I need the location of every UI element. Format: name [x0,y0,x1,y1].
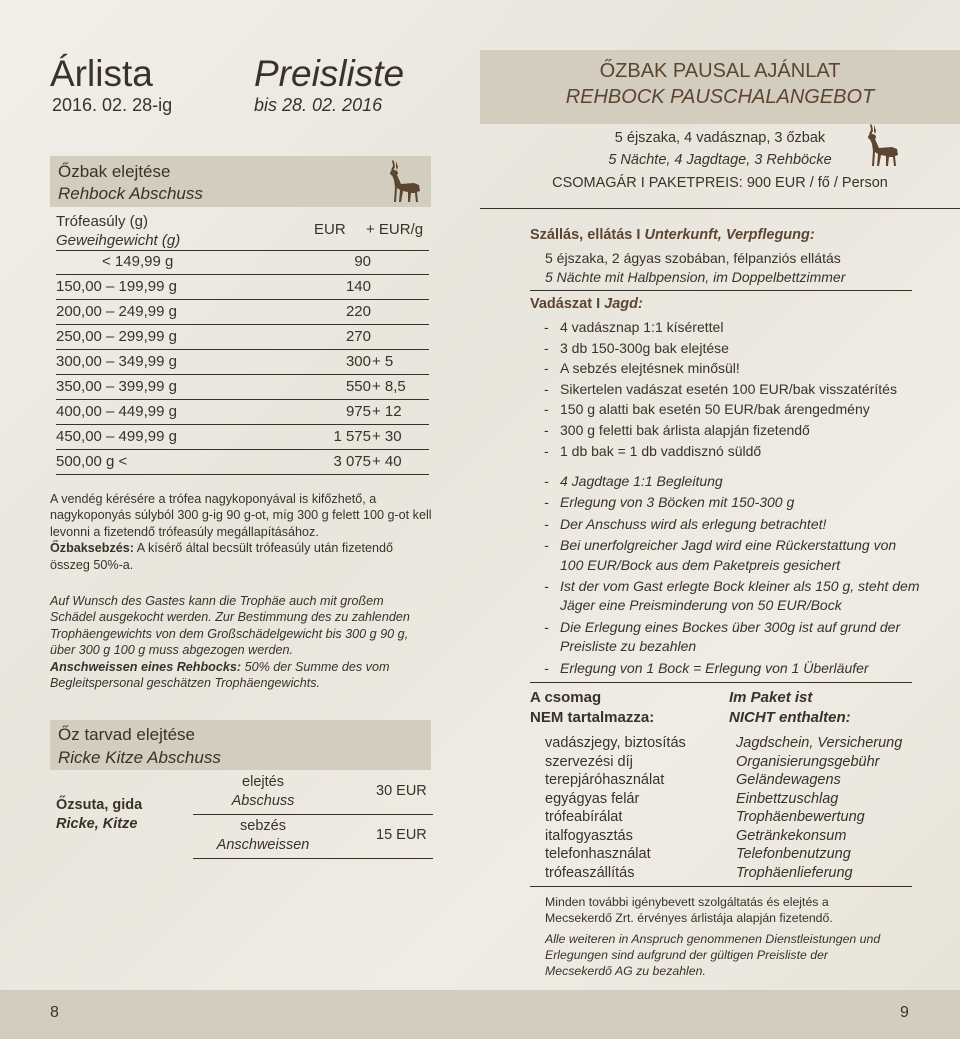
section2-title-hu: Őz tarvad elejtése [58,725,196,744]
list-item: szervezési díj [545,753,633,770]
table-row: 300,00 – 349,99 g 300 + 5 [56,350,429,375]
page-number-right: 9 [900,1004,909,1021]
section1-title-de: Rehbock Abschuss [58,184,203,203]
package-title-hu: ŐZBAK PAUSAL AJÁNLAT [599,60,841,82]
list-item: Geländewagens [736,772,841,788]
roe-deer-icon [862,122,902,168]
kill-hu: elejtés [242,774,284,790]
col-eur-per-g: + EUR/g [366,221,424,238]
list-item: egyágyas felár [545,790,640,807]
list-item: - 150 g alatti bak esetén 50 EUR/bak árengedmény [540,399,920,420]
list-item: - Erlegung von 1 Bock = Erlegung von 1 Überläufer [540,659,920,678]
table-row: 450,00 – 499,99 g 1 575 + 30 [56,425,429,450]
footer-note-hu: Minden további igénybevett szolgáltatás és elejtés a Mecsekerdő Zrt. érvényes árlistája alapján fizetendő. [545,895,833,925]
list-item: - Ist der vom Gast erlegte Bock kleiner als 150 g, steht dem Jäger eine Preisminderung von 50 EUR/Bock [540,577,920,616]
list-item: - 3 db 150-300g bak elejtése [540,338,920,359]
section2-label-de: Ricke, Kitze [56,816,138,832]
table-row: 400,00 – 449,99 g 975 + 12 [56,400,429,425]
footer-band [0,990,960,1039]
list-item: - 300 g feletti bak árlista alapján fizetendő [540,420,920,441]
list-item: - 1 db bak = 1 db vaddisznó süldő [540,441,920,462]
list-item: - Erlegung von 3 Böcken mit 150-300 g [540,493,920,512]
table-row: 250,00 – 299,99 g 270 [56,325,429,350]
wound-price: 15 EUR [376,827,427,843]
hunt-list-hu [540,317,920,461]
list-item: Telefonbenutzung [736,846,851,862]
table-row: 500,00 g < 3 075 + 40 [56,450,429,475]
summary-hu: 5 éjszaka, 4 vadásznap, 3 őzbak [614,130,826,146]
list-item: Organisierungsgebühr [736,753,880,770]
col-weight-hu: Trófeasúly (g) [56,213,148,230]
footer-note-de: Alle weiteren in Anspruch genommenen Dienstleistungen und Erlegungen sind aufgrund der gültigen Preisliste der Mecsekerdő AG zu bezahlen. [545,932,881,978]
right-rule [480,208,960,209]
section2-label-hu: Őzsuta, gida [56,797,143,813]
list-item: vadászjegy, biztosítás [545,735,686,751]
list-item: Trophäenbewertung [736,809,865,825]
list-item: - Sikertelen vadászat esetén 100 EUR/bak visszatérítés [540,379,920,400]
note-de: Auf Wunsch des Gastes kann die Trophäe auch mit großem Schädel ausgekocht werden. Zur Bestimmung des zu zahlenden Trophäengewichts von dem Großschädelgewicht bis 300 g 90 g, über 300 g 100 g muss abgezogen werden. Anschweissen eines Rehbocks: 50% der Summe des vom Begleitspersonal geschätzen Trophäengewichts. [50,594,410,691]
wound-hu: sebzés [240,818,286,834]
list-item: - 4 Jagdtage 1:1 Begleitung [540,472,920,491]
excl-rule [530,886,912,887]
list-item: - 4 vadásznap 1:1 kísérettel [540,317,920,338]
title-de: Preisliste [254,53,405,94]
list-item: - Die Erlegung eines Bockes über 300g ist auf grund der Preisliste zu bezahlen [540,618,920,657]
list-item: Einbettzuschlag [736,790,839,807]
kill-price: 30 EUR [376,783,427,799]
title-hu: Árlista [50,53,153,94]
excl-list-de [736,734,902,882]
section2-rule-bottom [193,858,433,859]
lodging-hu: 5 éjszaka, 2 ágyas szobában, félpanziós ellátás [545,250,841,266]
section1-title-hu: Őzbak elejtése [58,162,171,181]
list-item: Getränkekonsum [736,827,847,844]
list-item: - Der Anschuss wird als erlegung betrachtet! [540,515,920,534]
list-item: - Bei unerfolgreicher Jagd wird eine Rückerstattung von 100 EUR/Bock aus dem Paketpreis gesichert [540,536,920,575]
hunt-heading: Vadászat I Jagd: [530,296,643,312]
hunt-rule [530,682,912,683]
list-item: Jagdschein, Versicherung [736,735,903,751]
roe-deer-icon [384,158,424,204]
table-row: 350,00 – 399,99 g 550 + 8,5 [56,375,429,400]
hunt-list-de [540,472,920,678]
list-item: italfogyasztás [545,827,633,844]
date-hu: 2016. 02. 28-ig [52,95,173,115]
section2-rule [193,814,433,815]
lodging-heading: Szállás, ellátás I Unterkunft, Verpflegung: [530,227,815,243]
lodging-de: 5 Nächte mit Halbpension, im Doppelbettzimmer [545,269,846,285]
col-eur: EUR [314,221,346,238]
table-row: 200,00 – 249,99 g 220 [56,300,429,325]
excl-list-hu [545,734,686,882]
list-item: trófeaszállítás [545,864,635,881]
kill-de: Abschuss [231,793,295,809]
wound-de: Anschweissen [216,837,310,853]
list-item: trófeabírálat [545,809,623,825]
list-item: telefonhasználat [545,846,651,862]
note-hu: A vendég kérésére a trófea nagykoponyával is kifőzhető, a nagykoponyás súlyból 300 g-ig 90 g-ot, míg 300 g felett 100 g-ot kell levonni a fizetendő trófeasúly megállapításához. Őzbaksebzés: A kísérő által becsült trófeasúly után fizetendő összeg 50%-a. [50,492,432,572]
table-row: < 149,99 g 90 [56,250,429,275]
table-row: 150,00 – 199,99 g 140 [56,275,429,300]
date-de: bis 28. 02. 2016 [254,95,383,115]
package-price: CSOMAGÁR I PAKETPREIS: 900 EUR / fő / Person [552,175,888,191]
list-item: terepjáróhasználat [545,772,665,788]
lodging-rule [530,290,912,291]
list-item: - A sebzés elejtésnek minősül! [540,358,920,379]
page-number-left: 8 [50,1004,59,1021]
excl-heading-de: Im Paket ist NICHT enthalten: [729,689,851,726]
col-weight-de: Geweihgewicht (g) [56,232,181,249]
package-title-de: REHBOCK PAUSCHALANGEBOT [565,86,875,108]
summary-de: 5 Nächte, 4 Jagdtage, 3 Rehböcke [608,152,832,168]
list-item: Trophäenlieferung [736,864,853,881]
section2-title-de: Ricke Kitze Abschuss [58,748,221,767]
excl-heading-hu: A csomag NEM tartalmazza: [530,689,655,726]
